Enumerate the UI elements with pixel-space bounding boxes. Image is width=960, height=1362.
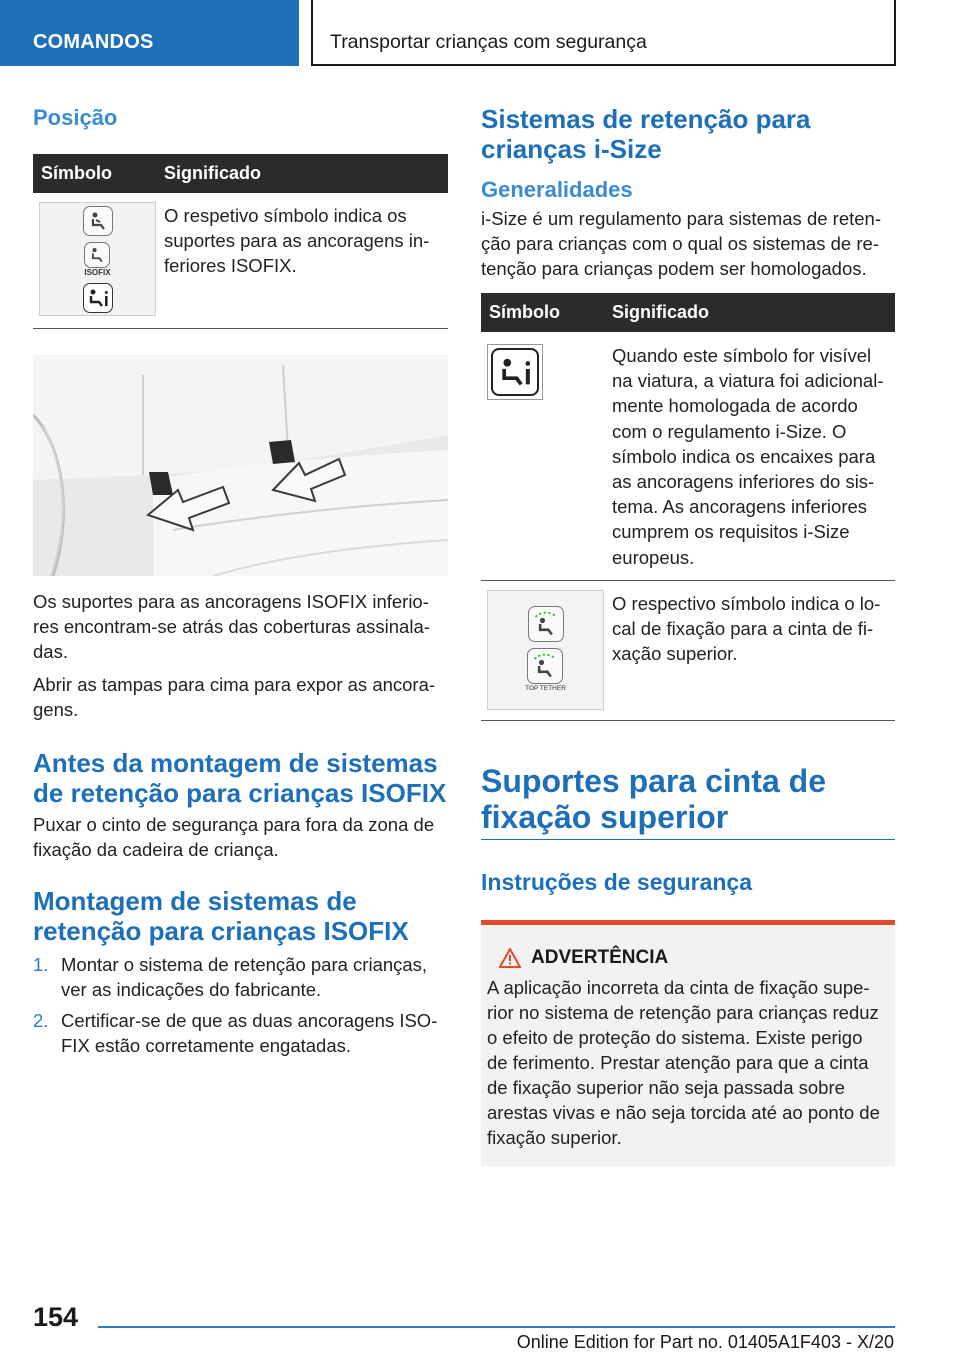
list-item [33, 1008, 448, 1058]
top-tether-label: TOP TETHER [525, 685, 566, 693]
isize-icon [487, 344, 543, 400]
heading-before-mounting: Antes da montagem de sistemas de retenção para crianças ISOFIX [33, 747, 447, 808]
paragraph-anchors-location: Os suportes para as ancoragens ISOFIX inferio-res encontram-se atrás das coberturas assinala-das. [33, 590, 430, 662]
top-tether-symbol-box [487, 590, 604, 710]
steps-list [33, 952, 448, 1058]
table-row [481, 580, 895, 720]
page-number: 154 [33, 1302, 79, 1332]
paragraph-isize-general: i-Size é um regulamento para sistemas de reten-ção para crianças com o qual os sistemas de re-tenção para crianças podem ser homologados. [481, 208, 881, 279]
col-symbol-header: Símbolo [481, 293, 604, 332]
step-text: Montar o sistema de retenção para crianças, ver as indicações do fabricante. [61, 953, 428, 1000]
col-meaning-header: Significado [604, 293, 895, 332]
right-column [481, 102, 895, 1166]
top-tether-labeled-icon [525, 648, 566, 693]
page-title: Transportar crianças com segurança [311, 0, 896, 66]
heading-general: Generalidades [481, 177, 633, 202]
position-heading: Posição [33, 105, 118, 130]
isize-icon [83, 283, 113, 313]
left-column [33, 102, 448, 1058]
heading-mounting: Montagem de sistemas de retenção para crianças ISOFIX [33, 885, 409, 946]
footer-divider [98, 1326, 895, 1328]
warning-triangle-icon [499, 948, 521, 968]
list-item [33, 952, 448, 1002]
step-text: Certificar-se de que as duas ancoragens ISO-FIX estão corretamente engatadas. [61, 1009, 438, 1056]
isofix-symbol-box [39, 202, 156, 316]
step-number: 1. [33, 953, 49, 975]
heading-safety-instructions: Instruções de segurança [481, 868, 752, 895]
isofix-icon [84, 242, 110, 277]
row-meaning: O respectivo símbolo indica o lo-cal de fixação para a cinta de fi-xação superior. [604, 580, 895, 720]
table-row [33, 193, 448, 328]
heading-top-tether-brackets: Suportes para cinta de fixação superior [481, 763, 895, 840]
isofix-label: ISOFIX [84, 267, 111, 277]
row-meaning: Quando este símbolo for visível na viatura, a viatura foi adicional-mente homologada de acordo com o regulamento i-Size. O símbolo indica os encaixes para as ancoragens inferiores do sis-tema. As ancoragens inferiores cumprem os requisitos i-Size europeus. [604, 332, 895, 580]
child-seat-icon [83, 206, 113, 236]
top-tether-icon [528, 606, 564, 642]
col-meaning-header: Significado [156, 154, 448, 193]
warning-title: ADVERTÊNCIA [531, 946, 669, 968]
section-tab: COMANDOS [0, 0, 299, 66]
warning-box [481, 920, 895, 1166]
paragraph-pull-belt: Puxar o cinto de segurança para fora da zona de fixação da cadeira de criança. [33, 813, 435, 860]
symbol-table-isize [481, 293, 895, 721]
paragraph-open-covers: Abrir as tampas para cima para expor as ancora-gens. [33, 673, 436, 720]
warning-text: A aplicação incorreta da cinta de fixação supe-rior no sistema de retenção para crianças reduz o efeito de proteção do sistema. Existe perigo de ferimento. Prestar atenção para que a cinta de fixação superior não seja passada sobre arestas vivas e não seja torcida até ao ponto de fixação superior. [487, 976, 880, 1148]
table-row [481, 332, 895, 580]
symbol-table-isofix [33, 154, 448, 329]
row-meaning: O respetivo símbolo indica os suportes para as ancoragens in-feriores ISOFIX. [156, 193, 448, 328]
heading-isize-systems: Sistemas de retenção para crianças i-Size [481, 104, 811, 164]
step-number: 2. [33, 1009, 49, 1031]
seat-illustration [33, 355, 448, 576]
col-symbol-header: Símbolo [33, 154, 156, 193]
footer-edition: Online Edition for Part no. 01405A1F403 - X/20 [516, 1332, 894, 1352]
